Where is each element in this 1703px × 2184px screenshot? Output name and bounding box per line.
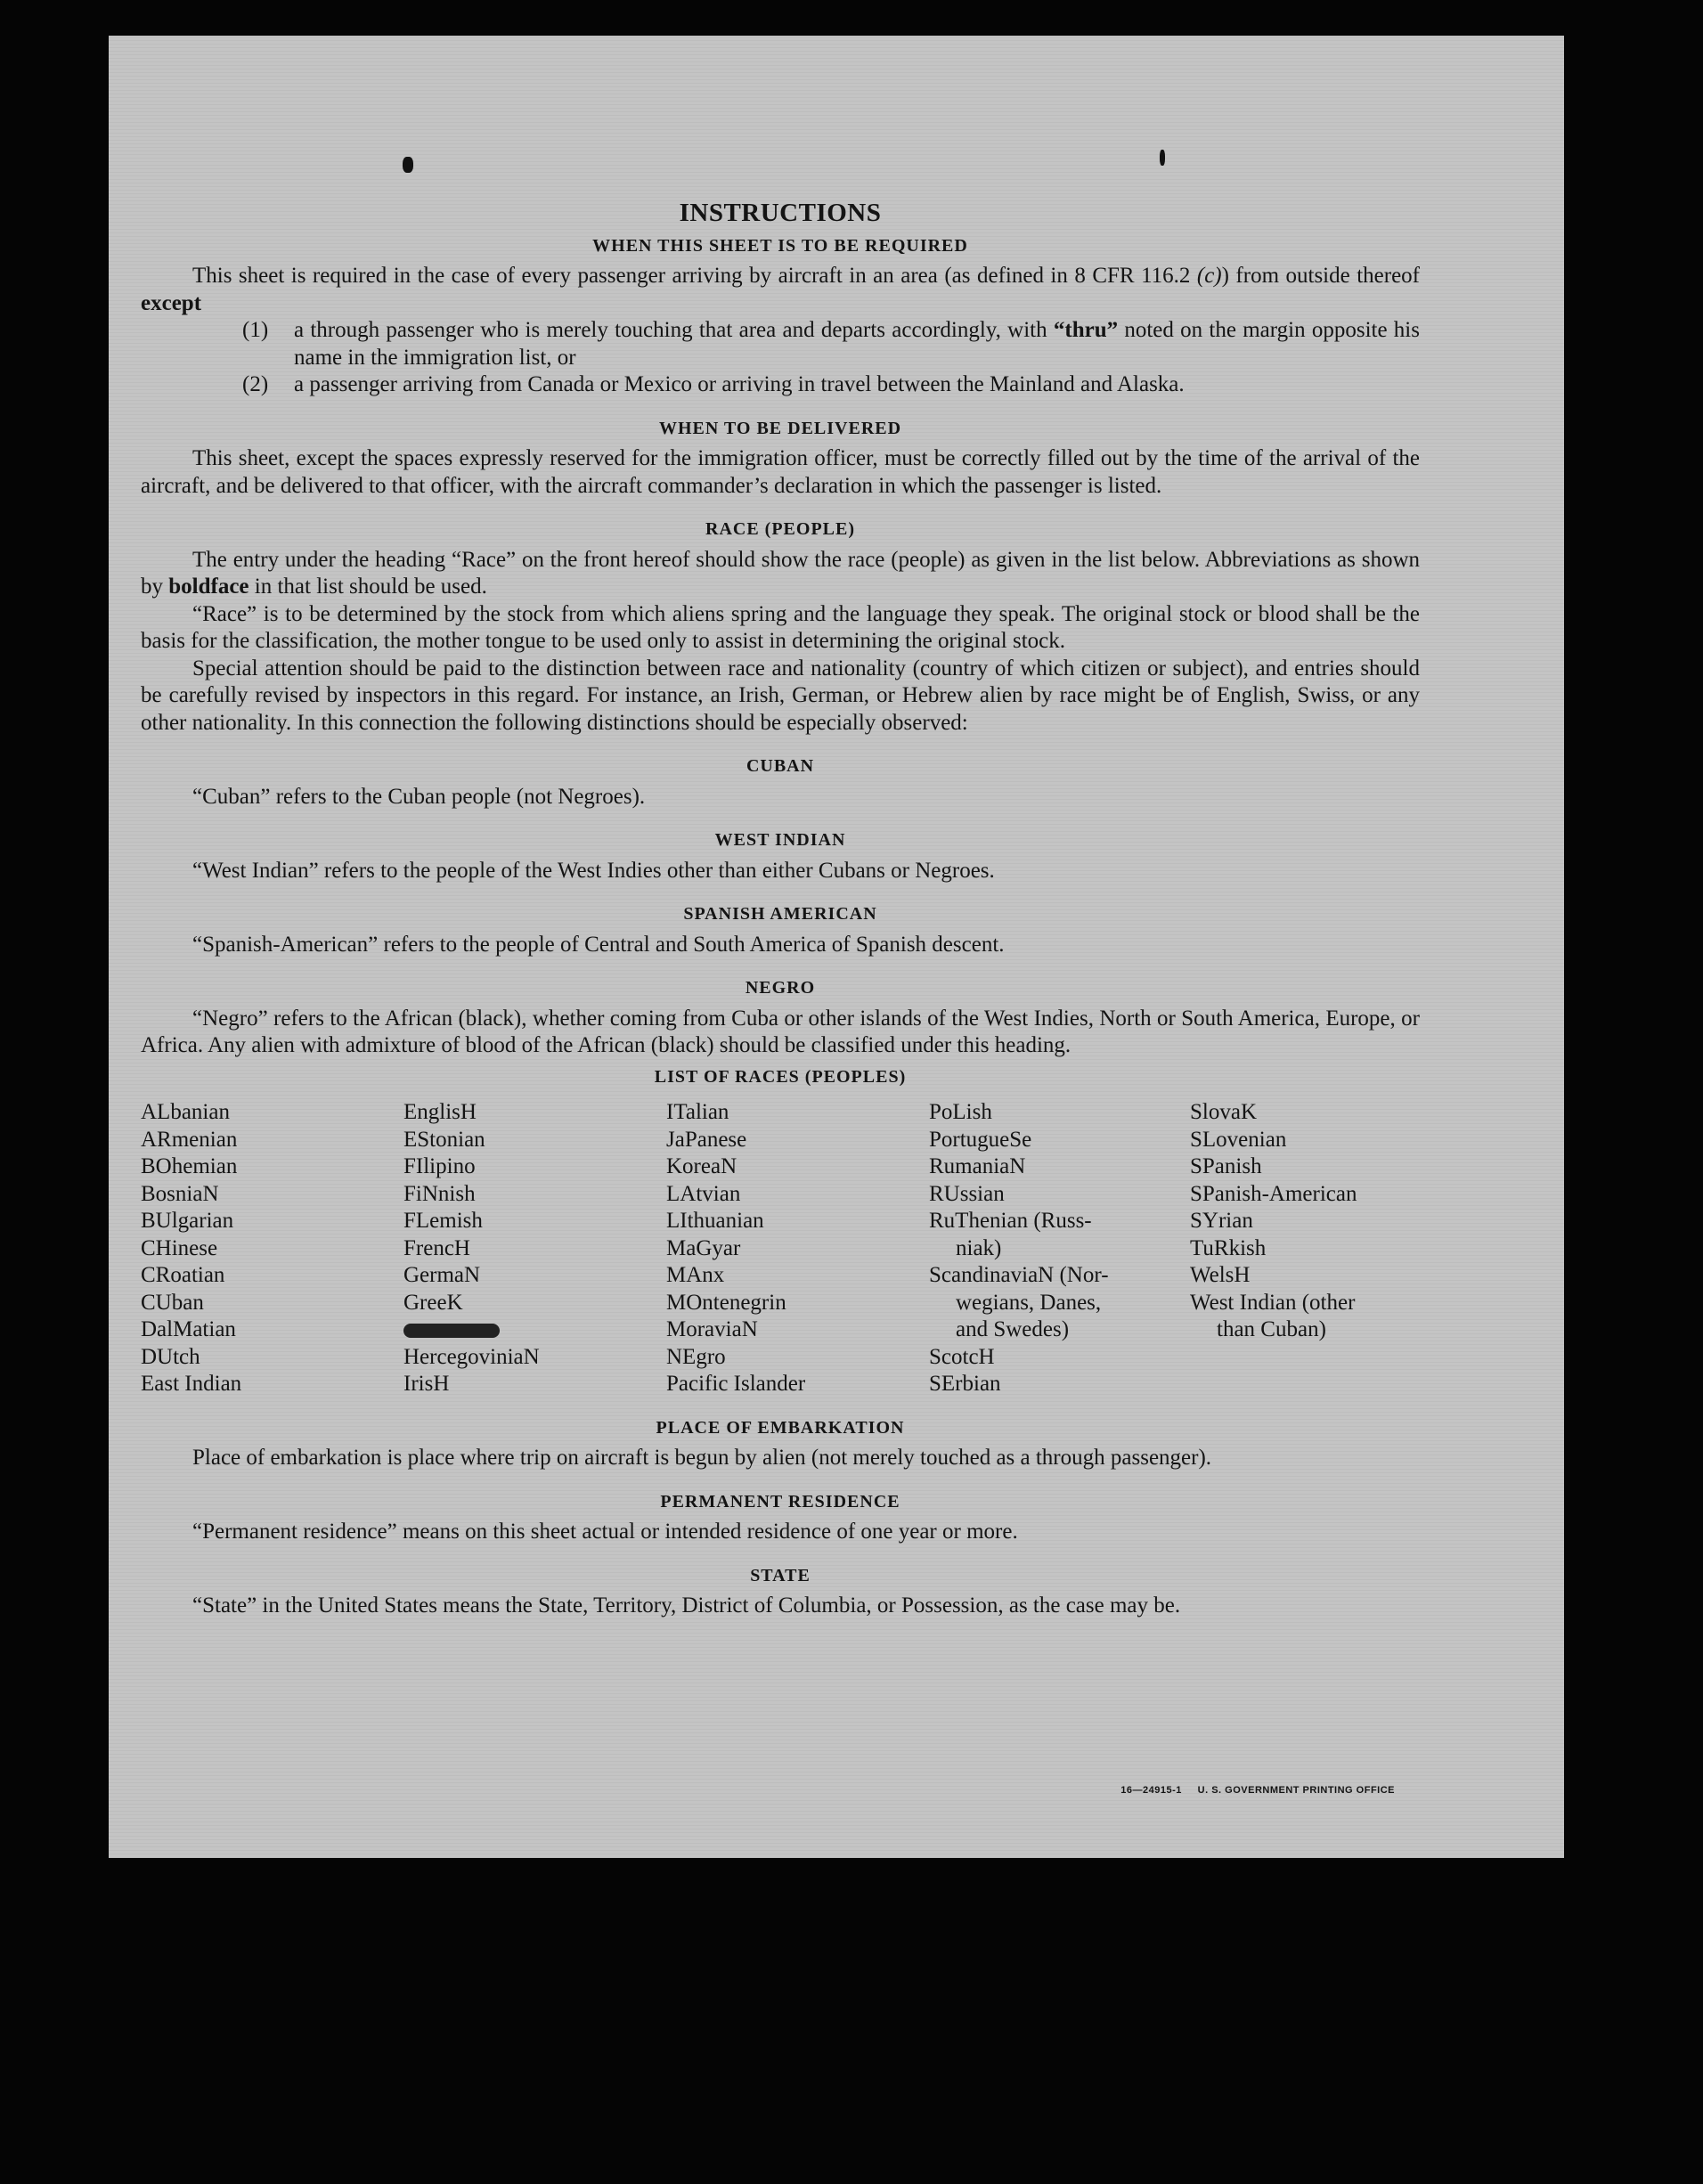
race-entry: HercegoviniaN bbox=[403, 1344, 540, 1369]
exception-item-2: (2) a passenger arriving from Canada or Mexico or arriving in travel between the Mainland and Alaska. bbox=[242, 372, 1185, 396]
race-entry: FLemish bbox=[403, 1209, 483, 1233]
races-column-4 bbox=[929, 1099, 1190, 1398]
race-entry: PortugueSe bbox=[929, 1127, 1032, 1152]
race-entry: FIlipino bbox=[403, 1154, 476, 1178]
spanish-american-text: “Spanish-American” refers to the people of Central and South America of Spanish descent. bbox=[192, 932, 1005, 957]
race-entry-continued: wegians, Danes, bbox=[956, 1290, 1102, 1315]
section-heading-race: RACE (PEOPLE) bbox=[705, 519, 855, 539]
race-entry: RuThenian (Russ- bbox=[929, 1209, 1092, 1233]
race-entry: RUssian bbox=[929, 1181, 1005, 1206]
race-entry: RumaniaN bbox=[929, 1154, 1026, 1178]
race-entry: IrisH bbox=[403, 1372, 450, 1396]
section-heading-state: STATE bbox=[750, 1565, 811, 1585]
when-required-intro: This sheet is required in the case of every passenger arriving by aircraft in an area (as defined in 8 CFR 116.2 (c)) from outside thereof except bbox=[141, 264, 1420, 315]
race-entry: MOntenegrin bbox=[666, 1290, 786, 1315]
race-entry: Pacific Islander bbox=[666, 1372, 806, 1396]
race-entry: ScandinaviaN (Nor- bbox=[929, 1263, 1109, 1287]
race-entry: KoreaN bbox=[666, 1154, 737, 1178]
race-entry: DUtch bbox=[141, 1344, 200, 1369]
race-entry: FiNnish bbox=[403, 1181, 476, 1206]
race-entry: CRoatian bbox=[141, 1263, 225, 1287]
sheet-content bbox=[141, 160, 1420, 1620]
section-heading-west-indian: WEST INDIAN bbox=[714, 830, 846, 850]
west-indian-text: “West Indian” refers to the people of the West Indies other than either Cubans or Negroes. bbox=[192, 858, 995, 883]
races-column-2 bbox=[403, 1099, 666, 1398]
section-heading-cuban: CUBAN bbox=[746, 756, 815, 776]
printer-name: U. S. GOVERNMENT PRINTING OFFICE bbox=[1197, 1785, 1395, 1796]
state-text: “State” in the United States means the State, Territory, District of Columbia, or Possession, as the case may be. bbox=[192, 1593, 1181, 1618]
race-entry: EnglisH bbox=[403, 1100, 477, 1124]
negro-text: “Negro” refers to the African (black), whether coming from Cuba or other islands of the West Indies, North or South America, Europe, or Africa. Any alien with admixture of blood of the African (black) should be classified under this heading. bbox=[141, 1006, 1420, 1057]
race-entry: DalMatian bbox=[141, 1317, 236, 1341]
race-entry: ScotcH bbox=[929, 1344, 995, 1369]
section-heading-residence: PERMANENT RESIDENCE bbox=[660, 1491, 900, 1512]
race-entry: West Indian (other bbox=[1190, 1290, 1356, 1315]
instruction-sheet bbox=[109, 36, 1564, 1858]
redacted-entry bbox=[403, 1316, 666, 1344]
print-code: 16—24915-1 bbox=[1120, 1785, 1182, 1796]
printing-office-imprint bbox=[1120, 1785, 1395, 1796]
race-entry: BOhemian bbox=[141, 1154, 238, 1178]
race-entry: MoraviaN bbox=[666, 1317, 758, 1341]
race-entry: SLovenian bbox=[1190, 1127, 1287, 1152]
race-entry: CUban bbox=[141, 1290, 204, 1315]
race-entry: GreeK bbox=[403, 1290, 463, 1315]
section-heading-when-required: WHEN THIS SHEET IS TO BE REQUIRED bbox=[592, 235, 968, 256]
race-entry: MAnx bbox=[666, 1263, 725, 1287]
race-entry-continued: than Cuban) bbox=[1217, 1317, 1326, 1341]
race-entry: ALbanian bbox=[141, 1100, 230, 1124]
cuban-text: “Cuban” refers to the Cuban people (not Negroes). bbox=[192, 784, 646, 809]
section-heading-when-delivered: WHEN TO BE DELIVERED bbox=[658, 418, 902, 438]
redaction-mark bbox=[403, 1324, 500, 1338]
race-entry: FrencH bbox=[403, 1235, 470, 1260]
races-column-5 bbox=[1190, 1099, 1420, 1398]
section-heading-negro: NEGRO bbox=[745, 978, 816, 998]
exception-item-1: (1) a through passenger who is merely touching that area and departs accordingly, with “thru” noted on the margin opposite his name in the immigration list, or bbox=[242, 318, 1420, 370]
race-entry: LAtvian bbox=[666, 1181, 741, 1206]
race-entry: ITalian bbox=[666, 1100, 729, 1124]
race-entry: BUlgarian bbox=[141, 1209, 234, 1233]
race-entry: PoLish bbox=[929, 1100, 992, 1124]
races-list bbox=[141, 1099, 1420, 1398]
race-entry: JaPanese bbox=[666, 1127, 747, 1152]
page-title: INSTRUCTIONS bbox=[679, 199, 882, 227]
race-entry: CHinese bbox=[141, 1235, 218, 1260]
section-heading-embarkation: PLACE OF EMBARKATION bbox=[656, 1417, 905, 1438]
race-entry: LIthuanian bbox=[666, 1209, 764, 1233]
when-delivered-text: This sheet, except the spaces expressly reserved for the immigration officer, must be correctly filled out by the time of the arrival of the aircraft, and be delivered to that officer, with the aircraft commander’s declaration in which the passenger is listed. bbox=[141, 446, 1420, 498]
race-entry: MaGyar bbox=[666, 1235, 741, 1260]
race-entry: SPanish-American bbox=[1190, 1181, 1357, 1206]
race-entry: TuRkish bbox=[1190, 1235, 1267, 1260]
race-entry: East Indian bbox=[141, 1372, 242, 1396]
race-entry: SPanish bbox=[1190, 1154, 1262, 1178]
race-entry: SlovaK bbox=[1190, 1100, 1257, 1124]
race-entry: GermaN bbox=[403, 1263, 481, 1287]
race-entry: EStonian bbox=[403, 1127, 485, 1152]
race-entry: ARmenian bbox=[141, 1127, 238, 1152]
race-paragraph-1: The entry under the heading “Race” on the front hereof should show the race (people) as given in the list below. Abbreviations as shown by boldface in that list should be used. bbox=[141, 547, 1420, 599]
embarkation-text: Place of embarkation is place where trip on aircraft is begun by alien (not merely touched as a through passenger). bbox=[192, 1446, 1212, 1470]
section-heading-list-of-races: LIST OF RACES (PEOPLES) bbox=[654, 1066, 907, 1087]
races-column-1 bbox=[141, 1099, 403, 1398]
race-entry: BosniaN bbox=[141, 1181, 219, 1206]
race-entry: WelsH bbox=[1190, 1263, 1251, 1287]
race-entry: SYrian bbox=[1190, 1209, 1253, 1233]
race-paragraph-3: Special attention should be paid to the distinction between race and nationality (country of which citizen or subject), and entries should be carefully revised by inspectors in this regard. For instance, an Irish, German, or Hebrew alien by race might be of English, Swiss, or any other nationality. In this connection the following distinctions should be especially observed: bbox=[141, 656, 1420, 735]
race-entry-continued: niak) bbox=[956, 1235, 1002, 1260]
race-entry: SErbian bbox=[929, 1372, 1001, 1396]
race-entry-continued: and Swedes) bbox=[956, 1317, 1070, 1341]
residence-text: “Permanent residence” means on this sheet actual or intended residence of one year or more. bbox=[192, 1520, 1018, 1544]
races-column-3 bbox=[666, 1099, 929, 1398]
section-heading-spanish-american: SPANISH AMERICAN bbox=[683, 904, 877, 924]
race-paragraph-2: “Race” is to be determined by the stock from which aliens spring and the language they speak. The original stock or blood shall be the basis for the classification, the mother tongue to be used only to assist in determining the original stock. bbox=[141, 601, 1420, 653]
race-entry: NEgro bbox=[666, 1344, 726, 1369]
